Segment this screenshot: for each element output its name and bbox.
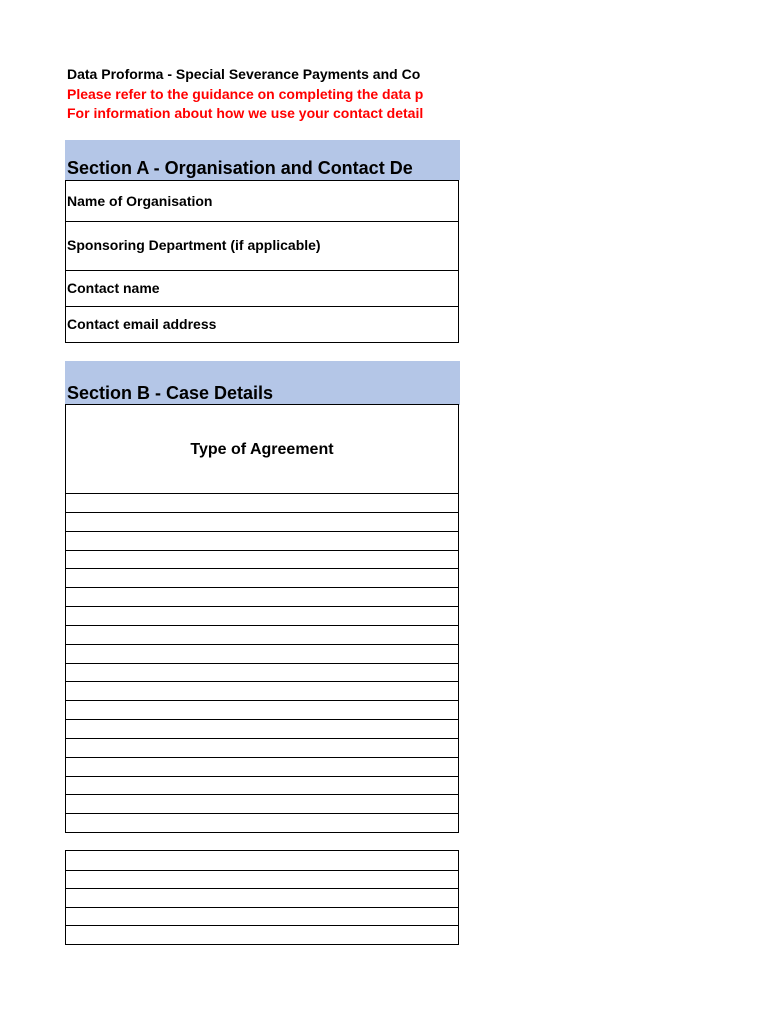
table-row[interactable] [66, 851, 458, 870]
contact-name-row[interactable] [66, 270, 458, 307]
document-header [0, 0, 460, 130]
contact-email-label: Contact email address [67, 316, 217, 332]
sponsoring-department-row[interactable] [66, 221, 458, 271]
section-a-table [65, 180, 459, 343]
table-row[interactable] [66, 757, 458, 777]
table-row[interactable] [66, 700, 458, 720]
table-row[interactable] [66, 568, 458, 588]
table-row[interactable] [66, 550, 458, 570]
table-row[interactable] [66, 813, 458, 833]
table-row[interactable] [66, 776, 458, 796]
case-details-table [65, 404, 459, 833]
organisation-name-label: Name of Organisation [67, 193, 213, 209]
additional-rows-table [65, 850, 459, 945]
type-of-agreement-label: Type of Agreement [190, 441, 334, 458]
table-row[interactable] [66, 738, 458, 758]
section-b-header [65, 361, 460, 405]
table-row[interactable] [66, 794, 458, 814]
guidance-note: Please refer to the guidance on completing the data p [67, 86, 424, 102]
table-row[interactable] [66, 907, 458, 927]
table-row[interactable] [66, 870, 458, 890]
section-b-title: Section B - Case Details [67, 383, 274, 403]
section-a-title: Section A - Organisation and Contact De [67, 158, 413, 178]
table-row[interactable] [66, 644, 458, 664]
contact-email-row[interactable] [66, 306, 458, 342]
table-row[interactable] [66, 606, 458, 626]
table-row[interactable] [66, 531, 458, 551]
section-a-header [65, 140, 460, 180]
table-row[interactable] [66, 512, 458, 532]
table-row[interactable] [66, 587, 458, 607]
sponsoring-department-label: Sponsoring Department (if applicable) [67, 237, 321, 253]
table-row[interactable] [66, 925, 458, 945]
table-row[interactable] [66, 719, 458, 739]
table-row[interactable] [66, 888, 458, 908]
contact-name-label: Contact name [67, 280, 160, 296]
table-row[interactable] [66, 663, 458, 683]
document-title: Data Proforma - Special Severance Payments and Co [67, 66, 421, 82]
table-row[interactable] [66, 681, 458, 701]
type-of-agreement-header [66, 405, 458, 494]
table-row[interactable] [66, 493, 458, 512]
organisation-name-row[interactable] [66, 181, 458, 222]
table-row[interactable] [66, 625, 458, 645]
contact-usage-note: For information about how we use your contact detail [67, 105, 424, 121]
